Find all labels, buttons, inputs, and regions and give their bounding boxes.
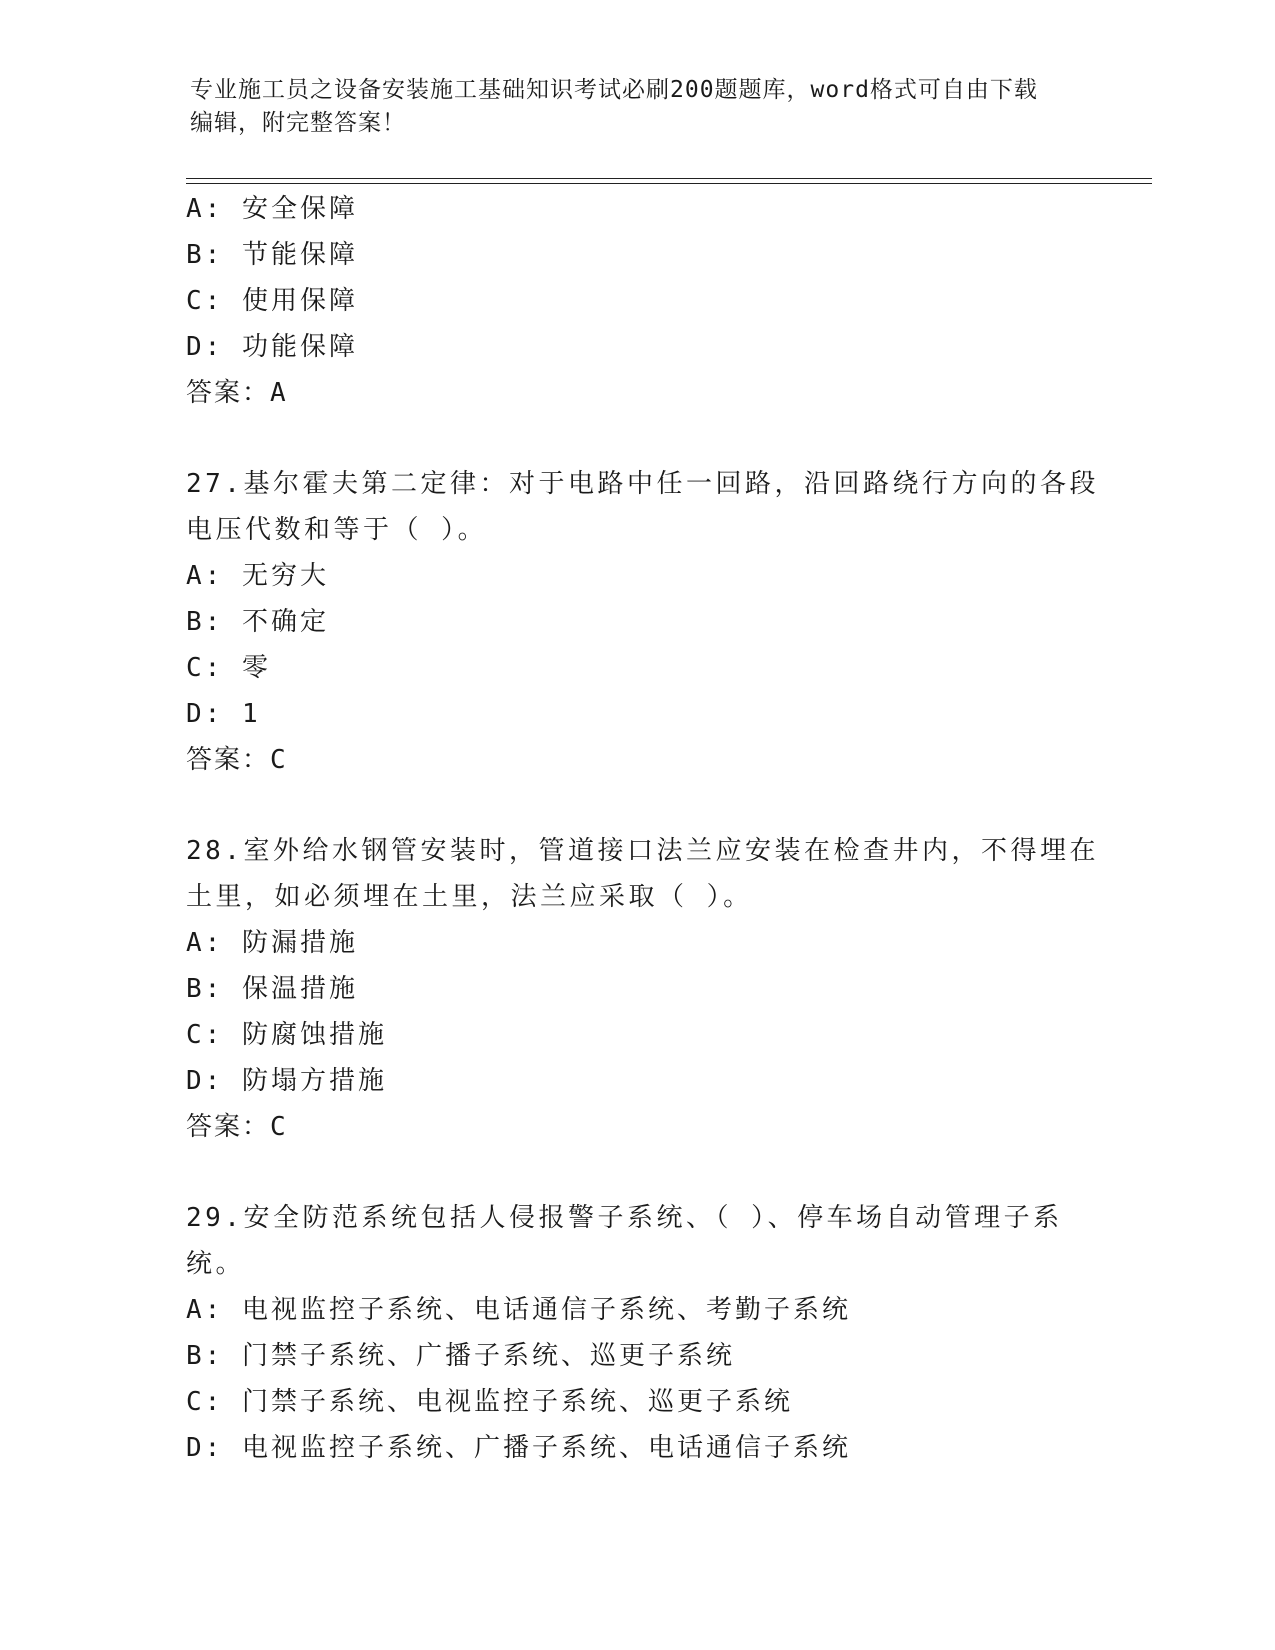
option-letter: A: <box>186 928 224 958</box>
answer-label: 答案： <box>186 745 271 775</box>
option-letter: C: <box>186 286 224 316</box>
option-letter: C: <box>186 1387 224 1417</box>
header-title-line-1: 专业施工员之设备安装施工基础知识考试必刷200题题库，word格式可自由下载 <box>190 77 1038 103</box>
option-letter: B: <box>186 1341 224 1371</box>
option-a <box>186 186 1086 232</box>
option-d <box>186 691 1086 737</box>
question-stem-line-2: 电压代数和等于（ ）。 <box>186 515 488 545</box>
option-text: 无穷大 <box>241 561 329 591</box>
option-letter: A: <box>186 1295 224 1325</box>
option-text: 电视监控子系统、电话通信子系统、考勤子系统 <box>241 1295 851 1325</box>
spacer <box>186 783 1086 828</box>
answer-line <box>186 1104 1086 1150</box>
option-c <box>186 645 1086 691</box>
option-text: 门禁子系统、电视监控子系统、巡更子系统 <box>241 1387 793 1417</box>
option-letter: D: <box>186 1066 224 1096</box>
option-c <box>186 1379 1086 1425</box>
question-26 <box>186 186 1086 416</box>
option-b <box>186 232 1086 278</box>
question-stem-line-1: 27.基尔霍夫第二定律：对于电路中任一回路，沿回路绕行方向的各段 <box>186 469 1099 499</box>
option-text: 不确定 <box>241 607 329 637</box>
option-text: 防腐蚀措施 <box>241 1020 387 1050</box>
option-a <box>186 553 1086 599</box>
option-text: 防塌方措施 <box>241 1066 387 1096</box>
option-b <box>186 966 1086 1012</box>
option-c <box>186 1012 1086 1058</box>
option-letter: C: <box>186 653 224 683</box>
option-letter: A: <box>186 194 224 224</box>
option-letter: A: <box>186 561 224 591</box>
question-stem-line-2: 土里，如必须埋在土里，法兰应采取（ ）。 <box>186 882 753 912</box>
option-d <box>186 1058 1086 1104</box>
option-text: 保温措施 <box>241 974 358 1004</box>
option-a <box>186 1287 1086 1333</box>
option-letter: B: <box>186 607 224 637</box>
question-29 <box>186 1195 1086 1471</box>
option-letter: C: <box>186 1020 224 1050</box>
option-letter: D: <box>186 1433 224 1463</box>
option-a <box>186 920 1086 966</box>
option-letter: B: <box>186 240 224 270</box>
option-text: 零 <box>241 653 271 683</box>
option-letter: D: <box>186 699 224 729</box>
question-stem-line-1: 28.室外给水钢管安装时，管道接口法兰应安装在检查井内，不得埋在 <box>186 836 1099 866</box>
option-text: 防漏措施 <box>241 928 358 958</box>
document-header <box>190 74 1090 140</box>
answer-label: 答案： <box>186 378 271 408</box>
option-text: 电视监控子系统、广播子系统、电话通信子系统 <box>241 1433 851 1463</box>
question-27 <box>186 461 1099 783</box>
question-28 <box>186 828 1099 1150</box>
option-text: 节能保障 <box>241 240 358 270</box>
answer-line <box>186 737 1086 783</box>
option-b <box>186 599 1086 645</box>
answer-label: 答案： <box>186 1112 271 1142</box>
option-b <box>186 1333 1086 1379</box>
option-text: 安全保障 <box>241 194 358 224</box>
option-text: 功能保障 <box>241 332 358 362</box>
answer-value: C <box>270 745 288 775</box>
spacer <box>186 416 1086 461</box>
answer-line <box>186 370 1086 416</box>
option-d <box>186 324 1086 370</box>
answer-value: C <box>270 1112 288 1142</box>
question-list <box>186 186 1099 1471</box>
answer-value: A <box>270 378 288 408</box>
header-divider-top <box>186 178 1152 179</box>
option-letter: B: <box>186 974 224 1004</box>
header-divider-bottom <box>186 183 1152 184</box>
header-title-line-2: 编辑，附完整答案！ <box>190 110 406 136</box>
question-stem-line-2: 统。 <box>186 1249 246 1279</box>
question-stem-line-1: 29.安全防范系统包括人侵报警子系统、（ ）、停车场自动管理子系 <box>186 1203 1063 1233</box>
option-d <box>186 1425 1086 1471</box>
option-text: 使用保障 <box>241 286 358 316</box>
option-letter: D: <box>186 332 224 362</box>
spacer <box>186 1150 1086 1195</box>
option-text: 门禁子系统、广播子系统、巡更子系统 <box>241 1341 735 1371</box>
option-c <box>186 278 1086 324</box>
option-text: 1 <box>241 699 261 729</box>
